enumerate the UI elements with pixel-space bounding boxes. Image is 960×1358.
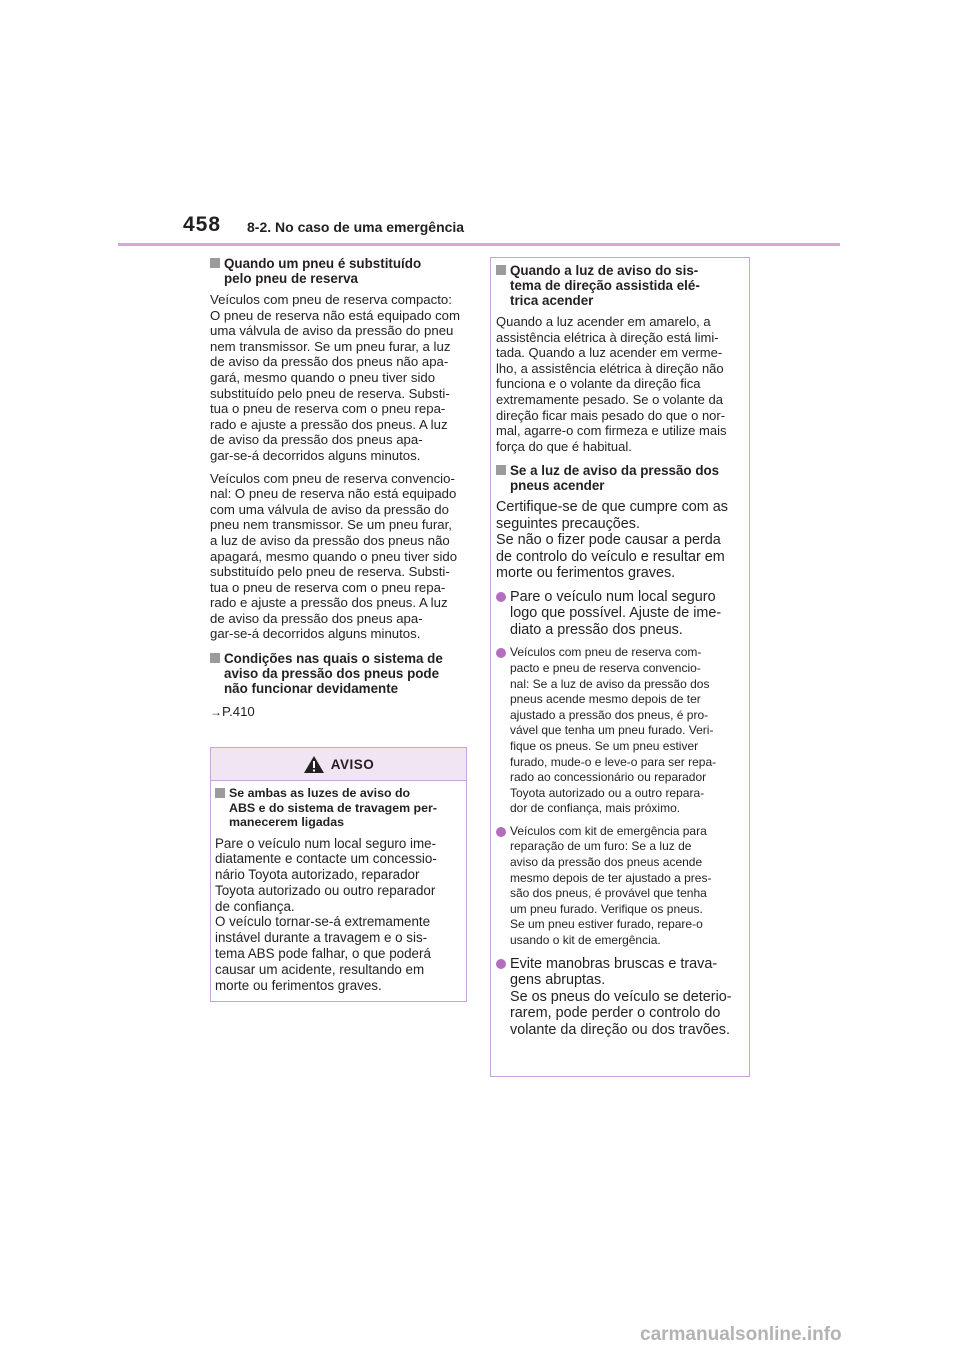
arrow-right-icon: →	[210, 705, 222, 720]
warning-body	[211, 781, 466, 993]
warning-header	[211, 748, 466, 781]
paragraph-conventional-spare: Veículos com pneu de reserva convencio- nal: O pneu de reserva não está equipado com uma válvula de aviso da pressão do pneu nem transmissor. Se um pneu furar, a luz de aviso da pressão dos pneus não apagará, mesmo quando o pneu tiver sido substituído pelo pneu de reserva. Substi- tua o pneu de reserva com o pneu repa- rado e ajuste a pressão dos pneus. A luz de aviso da pressão dos pneus apa- gar-se-á decorridos alguns minutos.	[210, 470, 458, 642]
watermark: carmanualsonline.info	[640, 1324, 842, 1345]
list-item	[496, 824, 745, 949]
header-rule	[118, 243, 840, 246]
right-column	[496, 263, 745, 1045]
heading-text: Condições nas quais o sistema de aviso da pressão dos pneus pode não funcionar devidamente	[224, 651, 443, 697]
left-column	[210, 256, 468, 721]
square-bullet-icon	[496, 265, 506, 275]
square-bullet-icon	[210, 258, 220, 268]
list-item	[496, 956, 745, 1039]
list-item-text: Evite manobras bruscas e trava- gens abruptas. Se os pneus do veículo se deterio- rarem, pode perder o controlo do volante da direção ou dos travões.	[510, 955, 732, 1038]
round-bullet-icon	[496, 959, 506, 969]
section-heading-power-steering	[496, 263, 745, 308]
list-item-text: Veículos com kit de emergência para reparação de um furo: Se a luz de aviso da pressão dos pneus acende mesmo depois de ter ajustado a pres- são dos pneus, é provável que tenha um pneu furado. Verifique os pneus. Se um pneu estiver furado, repare-o usando o kit de emergência.	[510, 823, 712, 948]
list-item-text: Veículos com pneu de reserva com- pacto e pneu de reserva convencio- nal: Se a luz de aviso da pressão dos pneus acende mesmo depois de ter ajustado a pressão dos pneus, é pro- vável que tenha um pneu furado. Veri- fique os pneus. Se um pneu estiver furado, mude-o e leve-o para ser repa- rado ao concessionário ou reparador Toyota autorizado ou a outro repara- dor de confiança, mais próximo.	[510, 645, 717, 816]
round-bullet-icon	[496, 592, 506, 602]
section-heading-spare-tire	[210, 256, 468, 286]
heading-text: Quando a luz de aviso do sis- tema de direção assistida elé- trica acender	[510, 263, 700, 308]
square-bullet-icon	[215, 788, 225, 798]
heading-text: Quando um pneu é substituído pelo pneu de reserva	[224, 256, 422, 286]
round-bullet-icon	[496, 648, 506, 658]
warning-text: Pare o veículo num local seguro ime- diatamente e contacte um concessio- nário Toyota autorizado, reparador Toyota autorizado ou outro reparador de confiança. O veículo tornar-se-á extremamente instável durante a travagem e o sis- tema ABS pode falhar, o que poderá causar um acidente, resultando em morte ou ferimentos graves.	[215, 835, 437, 993]
section-heading-tire-pressure-light	[496, 463, 745, 493]
warning-box	[210, 747, 467, 1002]
square-bullet-icon	[496, 465, 506, 475]
chapter-title: 8-2. No caso de uma emergência	[247, 219, 465, 235]
page-number: 458	[183, 213, 222, 236]
square-bullet-icon	[210, 653, 220, 663]
heading-text: Se ambas as luzes de aviso do ABS e do sistema de travagem per- manecerem ligadas	[229, 786, 437, 829]
warning-title: AVISO	[330, 756, 375, 772]
warning-triangle-icon	[303, 755, 325, 774]
heading-text: Se a luz de aviso da pressão dos pneus acender	[510, 463, 720, 494]
paragraph-power-steering: Quando a luz acender em amarelo, a assistência elétrica à direção está limi- tada. Quando a luz acender em verme- lho, a assistência elétrica à direção não funciona e o volante da direção fica extremamente pesado. Se o volante da direção ficar mais pesado do que o nor- mal, agarre-o com firmeza e utilize mais força do que é habitual.	[496, 314, 727, 454]
page-reference-text: P.410	[222, 704, 255, 720]
list-item	[496, 589, 745, 639]
list-item-text: Pare o veículo num local seguro logo que possível. Ajuste de ime- diato a pressão dos pneus.	[510, 588, 722, 638]
warning-heading	[215, 786, 462, 830]
page-reference[interactable]	[210, 704, 468, 721]
paragraph-compact-spare: Veículos com pneu de reserva compacto: O pneu de reserva não está equipado com uma válvula de aviso da pressão do pneu nem transmissor. Se um pneu furar, a luz de aviso da pressão dos pneus não apa- gará, mesmo quando o pneu tiver sido substituído pelo pneu de reserva. Substi- tua o pneu de reserva com o pneu repa- rado e ajuste a pressão dos pneus. A luz de aviso da pressão dos pneus apa- gar-se-á decorridos alguns minutos.	[210, 292, 460, 463]
section-heading-tpms-conditions	[210, 651, 468, 696]
list-item	[496, 645, 745, 817]
paragraph-precautions: Certifique-se de que cumpre com as seguintes precauções. Se não o fizer pode causar a perda de controlo do veículo e resultar em morte ou ferimentos graves.	[496, 499, 728, 582]
round-bullet-icon	[496, 827, 506, 837]
right-caution-box	[490, 257, 750, 1077]
